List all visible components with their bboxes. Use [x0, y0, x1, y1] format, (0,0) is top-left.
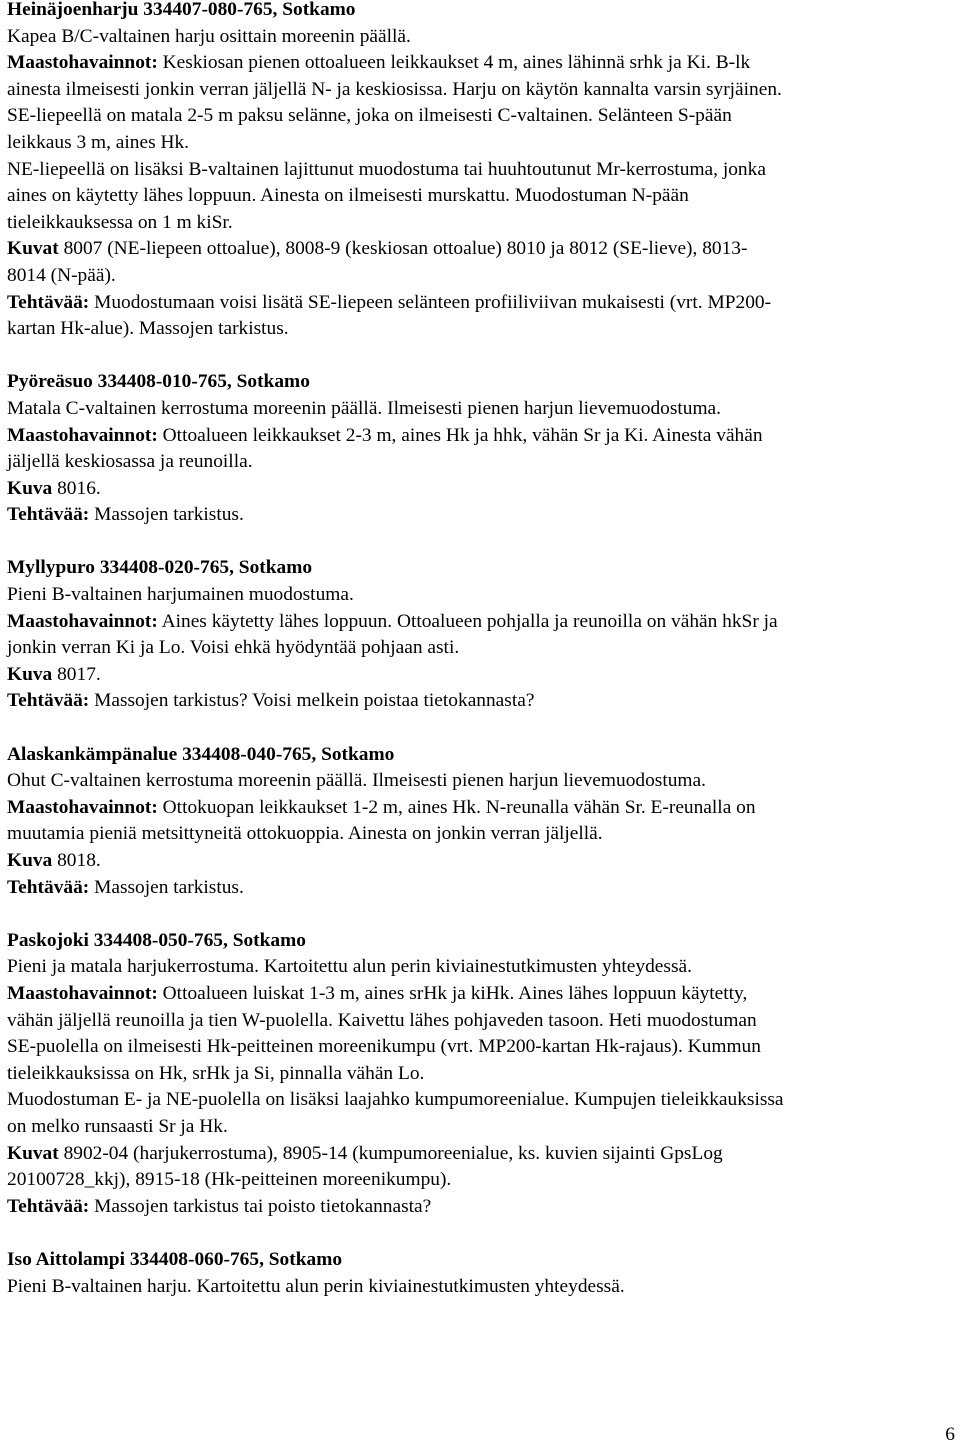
field-label: Tehtävää:	[7, 291, 90, 313]
field-text: kartan Hk-alue). Massojen tarkistus.	[7, 318, 289, 340]
text-line	[7, 1061, 957, 1088]
text-line	[7, 795, 957, 822]
text-line	[7, 688, 957, 715]
field-text: Massojen tarkistus.	[89, 876, 244, 898]
field-text: Massojen tarkistus.	[89, 504, 244, 526]
site-title: Alaskankämpänalue 334408-040-765, Sotkamo	[7, 743, 395, 765]
text-line	[7, 103, 957, 130]
text-line	[7, 582, 957, 609]
text-line	[7, 662, 957, 689]
field-text: SE-puolella on ilmeisesti Hk-peitteinen moreenikumpu (vrt. MP200-kartan Hk-rajaus). Kummun	[7, 1036, 761, 1058]
field-text: Massojen tarkistus tai poisto tietokannasta?	[89, 1195, 432, 1217]
text-line	[7, 130, 957, 157]
text-line	[7, 290, 957, 317]
text-line	[7, 476, 957, 503]
field-text: jäljellä keskiosassa ja reunoilla.	[7, 451, 253, 473]
text-line	[7, 77, 957, 104]
field-text: muutamia pieniä metsittyneitä ottokuoppia. Ainesta on jonkin verran jäljellä.	[7, 823, 603, 845]
field-label: Tehtävää:	[7, 504, 90, 526]
field-label: Maastohavainnot:	[7, 52, 158, 74]
field-text: Ohut C-valtainen kerrostuma moreenin päällä. Ilmeisesti pienen harjun lievemuodostuma.	[7, 770, 706, 792]
text-line	[7, 50, 957, 77]
field-text: jonkin verran Ki ja Lo. Voisi ehkä hyödyntää pohjaan asti.	[7, 637, 460, 659]
site-entry	[7, 1247, 957, 1300]
text-line	[7, 263, 957, 290]
text-line	[7, 635, 957, 662]
text-line	[7, 157, 957, 184]
field-text: on melko runsaasti Sr ja Hk.	[7, 1115, 228, 1137]
field-label: Maastohavainnot:	[7, 796, 158, 818]
site-entry	[7, 555, 957, 715]
field-text: 8014 (N-pää).	[7, 264, 116, 286]
site-title: Iso Aittolampi 334408-060-765, Sotkamo	[7, 1248, 343, 1270]
field-text: Pieni ja matala harjukerrostuma. Kartoitettu alun perin kiviainestutkimusten yhteydessä.	[7, 956, 692, 978]
text-line	[7, 848, 957, 875]
field-text: leikkaus 3 m, aines Hk.	[7, 131, 190, 153]
field-text: ainesta ilmeisesti jonkin verran jäljellä N- ja keskiosissa. Harju on käytön kannalta varsin syrjäinen.	[7, 78, 782, 100]
field-text: 8017.	[52, 663, 101, 685]
field-label: Tehtävää:	[7, 1195, 90, 1217]
text-line	[7, 210, 957, 237]
text-line	[7, 236, 957, 263]
text-line	[7, 502, 957, 529]
field-text: Ottoalueen leikkaukset 2-3 m, aines Hk ja hhk, vähän Sr ja Ki. Ainesta vähän	[157, 424, 763, 446]
field-label: Kuva	[7, 477, 53, 499]
text-line	[7, 423, 957, 450]
text-line	[7, 1274, 957, 1301]
document-body	[7, 0, 957, 1327]
text-line	[7, 24, 957, 51]
field-text: NE-liepeellä on lisäksi B-valtainen lajittunut muodostuma tai huuhtoutunut Mr-kerrostuma, jonka	[7, 158, 766, 180]
field-text: Massojen tarkistus? Voisi melkein poistaa tietokannasta?	[89, 690, 535, 712]
field-text: Muodostuman E- ja NE-puolella on lisäksi laajahko kumpumoreenialue. Kumpujen tieleikkauksissa	[7, 1089, 784, 1111]
field-text: Pieni B-valtainen harju. Kartoitettu alun perin kiviainestutkimusten yhteydessä.	[7, 1275, 625, 1297]
field-label: Tehtävää:	[7, 876, 90, 898]
field-text: vähän jäljellä reunoilla ja tien W-puolella. Kaivettu lähes pohjaveden tasoon. Heti muodostuman	[7, 1009, 757, 1031]
text-line	[7, 768, 957, 795]
site-title: Myllypuro 334408-020-765, Sotkamo	[7, 557, 313, 579]
field-text: 8902-04 (harjukerrostuma), 8905-14 (kumpumoreenialue, ks. kuvien sijainti GpsLog	[58, 1142, 723, 1164]
field-text: Keskiosan pienen ottoalueen leikkaukset 4 m, aines lähinnä srhk ja Ki. B-lk	[157, 52, 751, 74]
text-line	[7, 1167, 957, 1194]
text-line	[7, 609, 957, 636]
page-number: 6	[945, 1424, 955, 1445]
site-entry	[7, 0, 957, 343]
text-line	[7, 316, 957, 343]
field-label: Tehtävää:	[7, 690, 90, 712]
site-title: Heinäjoenharju 334407-080-765, Sotkamo	[7, 0, 356, 20]
text-line	[7, 1194, 957, 1221]
text-line	[7, 1034, 957, 1061]
field-text: Pieni B-valtainen harjumainen muodostuma.	[7, 584, 354, 606]
site-title: Pyöreäsuo 334408-010-765, Sotkamo	[7, 371, 310, 393]
field-text: Kapea B/C-valtainen harju osittain moreenin päällä.	[7, 25, 411, 47]
field-text: 8016.	[52, 477, 101, 499]
text-line	[7, 1087, 957, 1114]
text-line	[7, 821, 957, 848]
field-label: Kuva	[7, 663, 53, 685]
site-entry	[7, 369, 957, 529]
field-text: Ottoalueen luiskat 1-3 m, aines srHk ja kiHk. Aines lähes loppuun käytetty,	[157, 982, 748, 1004]
field-label: Maastohavainnot:	[7, 982, 158, 1004]
field-label: Kuvat	[7, 1142, 59, 1164]
site-title: Paskojoki 334408-050-765, Sotkamo	[7, 929, 306, 951]
text-line	[7, 183, 957, 210]
text-line	[7, 1141, 957, 1168]
field-text: 20100728_kkj), 8915-18 (Hk-peitteinen moreenikumpu).	[7, 1169, 452, 1191]
text-line	[7, 1008, 957, 1035]
site-entry	[7, 928, 957, 1221]
field-text: Muodostumaan voisi lisätä SE-liepeen selänteen profiiliviivan mukaisesti (vrt. MP200-	[89, 291, 772, 313]
field-label: Kuva	[7, 850, 53, 871]
text-line	[7, 396, 957, 423]
field-label: Kuvat	[7, 238, 59, 260]
text-line	[7, 981, 957, 1008]
field-text: tieleikkauksessa on 1 m kiSr.	[7, 211, 233, 233]
text-line	[7, 1114, 957, 1141]
field-label: Maastohavainnot:	[7, 424, 158, 446]
field-text: aines on käytetty lähes loppuun. Ainesta on ilmeisesti murskattu. Muodostuman N-pään	[7, 185, 689, 207]
field-text: SE-liepeellä on matala 2-5 m paksu selänne, joka on ilmeisesti C-valtainen. Selänteen S-pään	[7, 105, 732, 127]
site-entry	[7, 742, 957, 902]
field-text: 8018.	[52, 850, 101, 871]
field-text: Matala C-valtainen kerrostuma moreenin päällä. Ilmeisesti pienen harjun lievemuodostuma.	[7, 397, 721, 419]
field-label: Maastohavainnot:	[7, 610, 158, 632]
text-line	[7, 954, 957, 981]
field-text: Aines käytetty lähes loppuun. Ottoalueen pohjalla ja reunoilla on vähän hkSr ja	[157, 610, 778, 632]
field-text: tieleikkauksissa on Hk, srHk ja Si, pinnalla vähän Lo.	[7, 1062, 425, 1084]
field-text: 8007 (NE-liepeen ottoalue), 8008-9 (keskiosan ottoalue) 8010 ja 8012 (SE-lieve), 8013-	[58, 238, 748, 260]
field-text: Ottokuopan leikkaukset 1-2 m, aines Hk. N-reunalla vähän Sr. E-reunalla on	[157, 796, 756, 818]
text-line	[7, 449, 957, 476]
text-line	[7, 875, 957, 902]
